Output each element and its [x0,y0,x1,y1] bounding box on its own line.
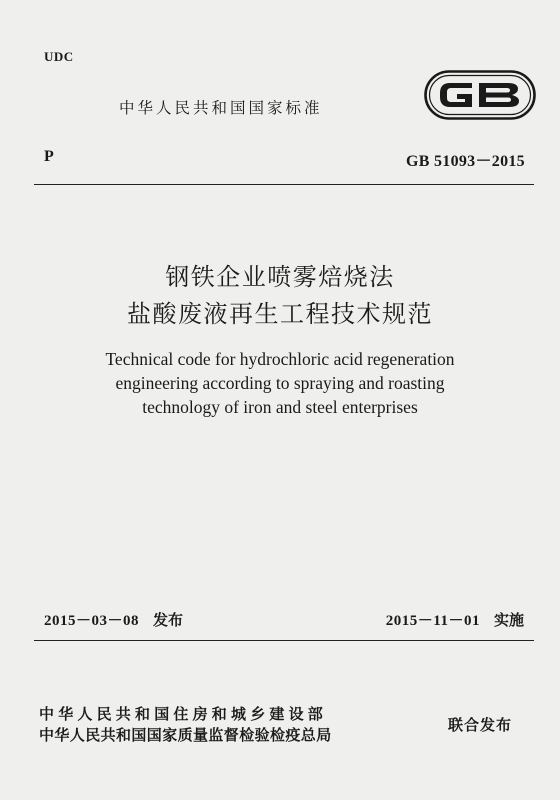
standard-number: GB 51093－2015 [405,153,525,170]
issue-date-block [44,609,183,630]
implement-date: 2015－11－01 [385,613,480,629]
title-en-line-2: engineering according to spraying and roasting [115,373,445,393]
title-cn-line-1: 钢铁企业喷雾焙烧法 [165,263,395,291]
implement-date-block [386,609,524,630]
issuer-org-1: 中华人民共和国住房和城乡建设部 [39,705,328,723]
title-en-line-1: Technical code for hydrochloric acid regeneration [105,349,455,369]
udc-label: UDC [44,49,74,64]
bottom-divider [34,640,534,641]
issue-label: 发布 [153,611,184,629]
national-standard-title: 中华人民共和国国家标准 [119,99,323,117]
title-cn-line-2: 盐酸废液再生工程技术规范 [127,300,433,328]
gb-logo [424,70,536,120]
joint-issue-label: 联合发布 [448,716,513,734]
top-divider [34,184,534,185]
implement-label: 实施 [493,611,524,629]
issuer-org-2: 中华人民共和国国家质量监督检验检疫总局 [39,726,332,744]
title-en-line-3: technology of iron and steel enterprises [142,397,418,417]
issue-date: 2015－03－08 [44,613,140,629]
classification-code: P [44,148,54,165]
